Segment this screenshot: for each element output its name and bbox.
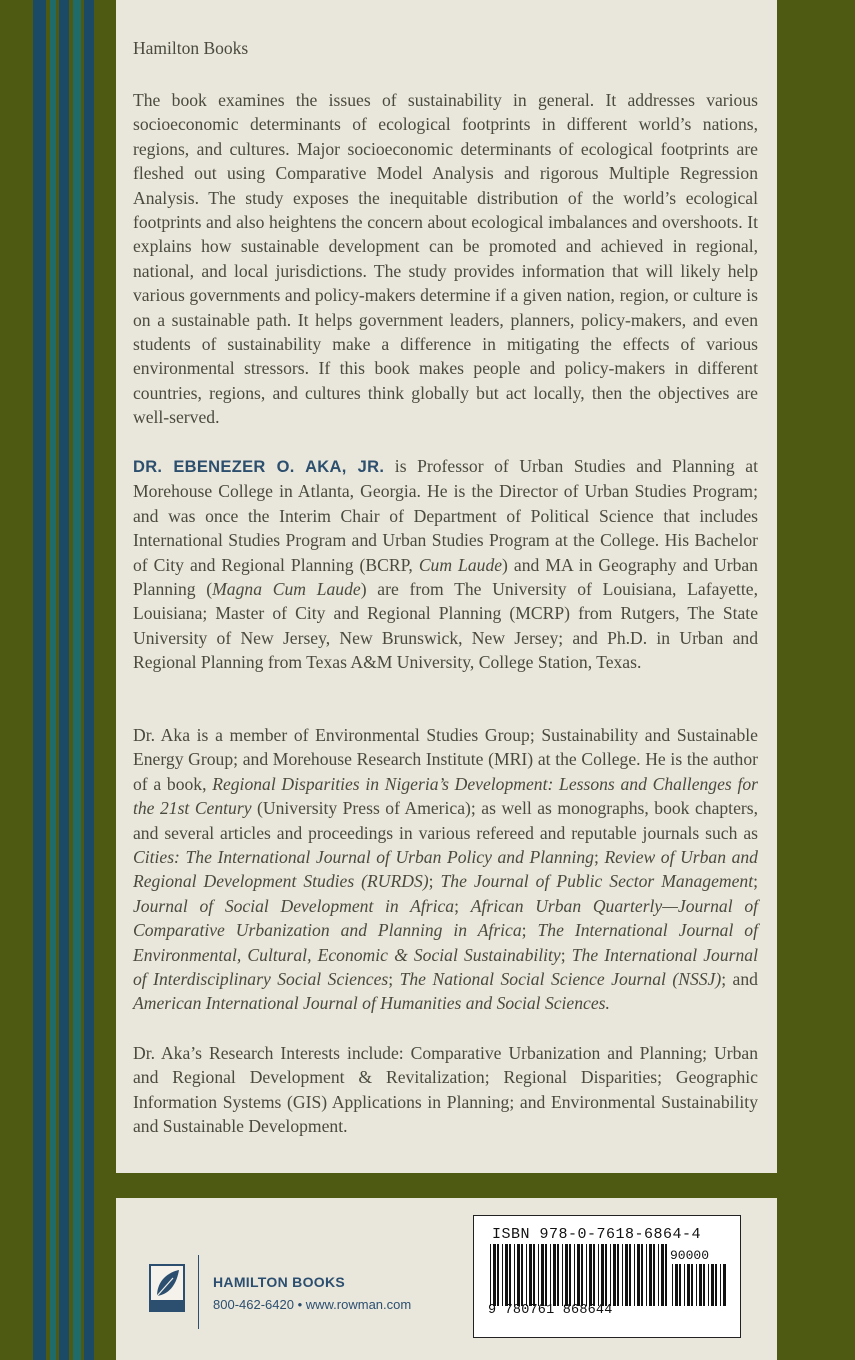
- barcode-bar: [565, 1244, 568, 1306]
- separator: ;: [454, 895, 471, 916]
- barcode-bar: [562, 1244, 563, 1306]
- research-interests: Dr. Aka’s Research Interests include: Comparative Urbanization and Planning; Urban and Regional Development & Revitalization; Regional Disparities; Geographic Information Systems (GIS) Applications in Planning; and Environmental Sustainability and Sustainable Development.: [133, 1043, 758, 1137]
- spine-stripe-blue-right: [84, 0, 94, 1360]
- author-bio: [133, 454, 758, 675]
- separator: ;: [521, 920, 538, 941]
- barcode-bar: [658, 1244, 659, 1306]
- author-name: DR. EBENEZER O. AKA, JR.: [133, 458, 385, 476]
- imprint-label: Hamilton Books: [133, 38, 249, 58]
- barcode-bar: [629, 1244, 631, 1306]
- barcode-bar: [613, 1244, 616, 1306]
- separator: ;: [593, 847, 605, 868]
- barcode-bar: [521, 1244, 523, 1306]
- barcode-bar: [687, 1264, 690, 1306]
- journal-title: American International Journal of Humanities and Social Sciences.: [133, 993, 610, 1014]
- barcode-bar: [637, 1244, 640, 1306]
- journal-title: African Urban Quarterly—Journal of Comparative Urbanization and Planning in Africa: [133, 895, 759, 941]
- honor-cum-laude: Cum Laude: [418, 554, 503, 575]
- barcode-bar: [601, 1244, 604, 1306]
- barcode-bar: [598, 1244, 599, 1306]
- barcode-bar: [703, 1264, 705, 1306]
- barcode-bar: [684, 1264, 685, 1306]
- barcode-bar: [646, 1244, 647, 1306]
- journal-title: The International Journal of Environmental, Cultural, Economic & Social Sustainability: [133, 920, 758, 965]
- barcode-bar: [577, 1244, 580, 1306]
- barcode-bar: [715, 1264, 717, 1306]
- barcode-bar: [679, 1264, 681, 1306]
- separator: ;: [753, 871, 758, 892]
- barcode-bar: [641, 1244, 643, 1306]
- journal-title: The Journal of Public Sector Management: [440, 871, 754, 892]
- barcode-bar: [545, 1244, 547, 1306]
- book-title: Regional Disparities in Nigeria’s Development: Lessons and Challenges for the 21st Century: [133, 773, 759, 819]
- barcode-bar: [541, 1244, 544, 1306]
- memberships-text: (University Press of America); as well as monographs, book chapters, and several articles and proceedings in various refereed and reputable journals such as: [133, 798, 758, 843]
- barcode-bar: [514, 1244, 515, 1306]
- barcode-bar: [569, 1244, 571, 1306]
- journal-title: Journal of Social Development in Africa: [133, 895, 455, 916]
- barcode-bar: [593, 1244, 595, 1306]
- barcode-bar: [610, 1244, 611, 1306]
- barcode-bar: [574, 1244, 575, 1306]
- barcode-bar: [653, 1244, 655, 1306]
- spine-stripe-green-2: [73, 0, 81, 1360]
- barcode-bar: [490, 1244, 491, 1306]
- barcode-bar: [699, 1264, 702, 1306]
- isbn-label: ISBN 978-0-7618-6864-4: [492, 1226, 702, 1243]
- barcode-bar: [605, 1244, 607, 1306]
- journal-title: The International Journal of Interdisciplinary Social Sciences: [133, 944, 758, 990]
- barcode-bar: [696, 1264, 697, 1306]
- barcode-bar: [675, 1264, 678, 1306]
- barcode-bar: [711, 1264, 714, 1306]
- spine-stripe-green-1: [50, 0, 56, 1360]
- barcode-bar: [723, 1264, 726, 1306]
- isbn-barcode: [473, 1215, 741, 1338]
- barcode-bar: [493, 1244, 496, 1306]
- barcode-bar: [720, 1264, 721, 1306]
- barcode-bar: [617, 1244, 619, 1306]
- barcode-bar: [661, 1244, 664, 1306]
- barcode-bar: [634, 1244, 635, 1306]
- author-bio-text: ) are from The University of Louisiana, Lafayette, Louisiana; Master of City and Regional Planning (MCRP) from Rutgers, The State University of New Jersey, New Brunswick, New Jersey; and Ph.D. in Urban and Regional Planning from Texas A&M University, College Station, Texas.: [133, 579, 758, 673]
- separator: ;: [388, 969, 400, 990]
- logo-divider: [198, 1255, 199, 1329]
- barcode-bar: [505, 1244, 508, 1306]
- honor-magna-cum-laude: Magna Cum Laude: [212, 579, 361, 600]
- barcode-bars: [488, 1244, 668, 1306]
- book-description: The book examines the issues of sustainability in general. It addresses various socioeconomic determinants of ecological footprints in different world’s nations, regions, and cultures. Major socioeconomic determinants of ecological footprints are fleshed out using Comparative Model Analysis and rigorous Multiple Regression Analysis. The study exposes the inequitable distribution of the world’s ecological footprints and also heightens the concern about ecological imbalances and overshoots. It explains how sustainable development can be promoted and achieved in regional, national, and local jurisdictions. The study provides information that will likely help various governments and policy-makers determine if a given nation, region, or culture is on a sustainable path. It helps government leaders, planners, policy-makers, and even students of sustainability make a difference in mitigating the effects of various environmental stressors. If this book makes people and policy-makers in different countries, regions, and cultures think globally but act locally, then the objectives are well-served.: [133, 90, 758, 428]
- barcode-bar: [665, 1244, 667, 1306]
- barcode-bar: [553, 1244, 556, 1306]
- barcode-bar: [502, 1244, 503, 1306]
- barcode-bar: [557, 1244, 559, 1306]
- separator: ; and: [721, 969, 758, 990]
- author-memberships: [133, 723, 758, 1016]
- spine-stripe-blue-mid: [59, 0, 69, 1360]
- barcode-bar: [517, 1244, 520, 1306]
- barcode-bar: [509, 1244, 511, 1306]
- author-bio-text: ) and MA in Geography and Urban Planning (: [133, 554, 758, 600]
- barcode-digits: 9 780761 868644: [488, 1303, 613, 1318]
- publisher-name: HAMILTON BOOKS: [213, 1274, 346, 1290]
- spine-stripe-blue-left: [33, 0, 46, 1360]
- memberships-text: Dr. Aka is a member of Environmental Studies Group; Sustainability and Sustainable Energy Group; and Morehouse Research Institute (MRI) at the College. He is the author of a book,: [133, 725, 758, 794]
- price-code: 90000: [670, 1248, 710, 1263]
- barcode-bar: [526, 1244, 527, 1306]
- publisher-contact: 800-462-6420 • www.rowman.com: [213, 1297, 412, 1312]
- journal-title: The National Social Science Journal (NSSJ): [399, 969, 722, 990]
- barcode-bar: [497, 1244, 499, 1306]
- barcode-bar: [622, 1244, 623, 1306]
- barcode-bar: [538, 1244, 539, 1306]
- journal-title: Cities: The International Journal of Urban Policy and Planning: [133, 847, 594, 868]
- leaf-icon: [151, 1266, 183, 1310]
- barcode-bar: [708, 1264, 709, 1306]
- barcode-bar: [649, 1244, 652, 1306]
- barcode-bar: [581, 1244, 583, 1306]
- barcode-bar: [625, 1244, 628, 1306]
- barcode-bar: [672, 1264, 673, 1306]
- barcode-bar: [533, 1244, 535, 1306]
- publisher-logo-icon: [149, 1264, 185, 1312]
- journal-title: Review of Urban and Regional Development Studies (RURDS): [133, 847, 758, 892]
- barcode-bar: [589, 1244, 592, 1306]
- barcode-addon-bars: [670, 1264, 726, 1306]
- separator: ;: [428, 871, 441, 892]
- separator: ;: [560, 944, 572, 965]
- author-bio-text: is Professor of Urban Studies and Planning at Morehouse College in Atlanta, Georgia. He is the Director of Urban Studies Program; and was once the Interim Chair of Department of Political Science that includes International Studies Program and Urban Studies Program at the College. His Bachelor of City and Regional Planning (BCRP,: [133, 456, 758, 575]
- barcode-bar: [586, 1244, 587, 1306]
- barcode-bar: [691, 1264, 693, 1306]
- barcode-bar: [529, 1244, 532, 1306]
- barcode-bar: [550, 1244, 551, 1306]
